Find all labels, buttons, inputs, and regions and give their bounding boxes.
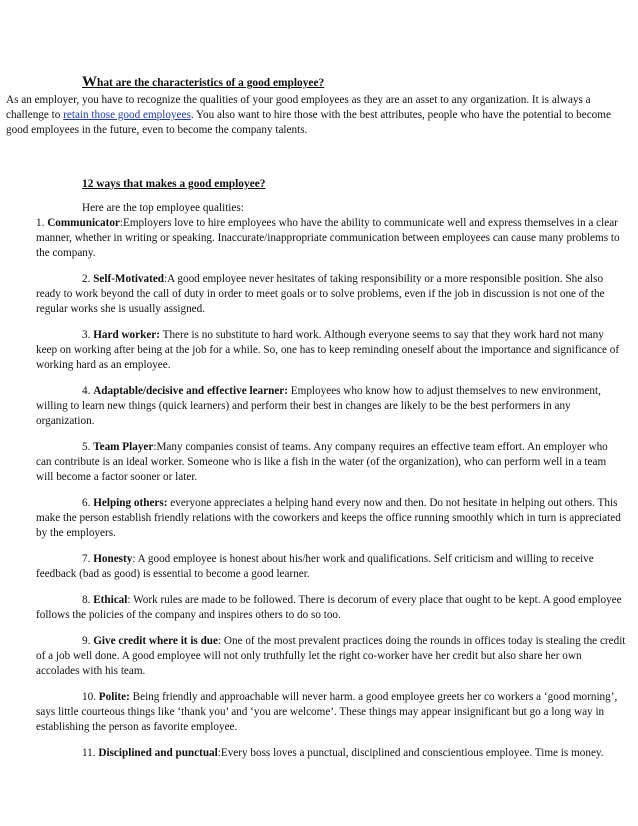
list-item: [36, 552, 626, 582]
item-number: 1.: [36, 217, 45, 229]
intro-paragraph: [6, 93, 624, 138]
item-label: Honesty: [93, 553, 133, 565]
list-item: [36, 746, 626, 761]
item-text: Employers love to hire employees who have the ability to communicate well and express themselves in a clear manner, whether in writing or speaking. Inaccurate/inappropriate communication between employees can cause many problems to the company.: [36, 217, 620, 259]
item-separator: :: [119, 217, 124, 229]
list-item: [36, 496, 626, 541]
item-label: Self-Motivated: [93, 273, 165, 285]
retain-employees-link[interactable]: retain those good employees: [63, 109, 191, 121]
item-separator: :: [132, 553, 136, 565]
item-number: 7.: [82, 553, 91, 565]
list-item: [36, 440, 626, 485]
item-label: Disciplined and punctual: [98, 747, 218, 759]
list-item: [36, 216, 626, 261]
item-separator: :: [164, 273, 168, 285]
item-text: Every boss loves a punctual, disciplined and conscientious employee. Time is money.: [220, 747, 604, 759]
item-number: 6.: [82, 497, 91, 509]
title-rest: hat are the characteristics of a good employee?: [97, 77, 325, 89]
item-label: Team Player: [93, 441, 154, 453]
list-item: [36, 593, 626, 623]
item-text: Employees who know how to adjust themselves to new environment, willing to learn new things (quick learners) and perform their best in changes are likely to be the best performers in any organization.: [36, 385, 601, 427]
item-number: 8.: [82, 594, 91, 606]
item-text: Being friendly and approachable will never harm. a good employee greets her co workers a ‘good morning’, says little courteous things like ‘thank you’ and ‘you are welcome’. These things may appear insignificant but go a long way in establishing the person as favorite employee.: [36, 691, 618, 733]
document-title: [0, 75, 632, 91]
ways-heading: 12 ways that makes a good employee?: [82, 178, 266, 190]
item-text: Work rules are made to be followed. There is decorum of every place that ought to be kept. A good employee follows the policies of the company and inspires others to do so too.: [36, 594, 622, 621]
qualities-list: [36, 216, 626, 772]
title-block: [0, 75, 632, 138]
item-number: 4.: [82, 385, 91, 397]
item-separator: :: [218, 635, 222, 647]
item-separator: :: [217, 747, 221, 759]
intro-text-after: . You also want to hire those with the best attributes, people who have the potential to become good employees in the future, even to become the company talents.: [6, 109, 611, 136]
item-label: Adaptable/decisive and effective learner:: [93, 385, 288, 397]
list-item: [36, 384, 626, 429]
item-number: 3.: [82, 329, 91, 341]
item-label: Ethical: [93, 594, 128, 606]
item-text: A good employee is honest about his/her work and qualifications. Self criticism and willing to receive feedback (bad as good) is essential to become a good learner.: [36, 553, 594, 580]
list-item: [36, 634, 626, 679]
item-label: Polite:: [98, 691, 130, 703]
item-number: 11.: [82, 747, 96, 759]
item-number: 9.: [82, 635, 91, 647]
list-item: [36, 272, 626, 317]
item-label: Communicator: [47, 217, 120, 229]
title-initial: W: [82, 74, 97, 90]
item-number: 2.: [82, 273, 91, 285]
item-number: 5.: [82, 441, 91, 453]
item-text: One of the most prevalent practices doing the rounds in offices today is stealing the credit of a job well done. A good employee will not only truthfully let the right co-worker have her credit but also share her own accolades with his team.: [36, 635, 626, 677]
item-label: Give credit where it is due: [93, 635, 218, 647]
item-text: everyone appreciates a helping hand every now and then. Do not hesitate in helping out others. This make the person establish friendly relations with the coworkers and keeps the office running smoothly which in turn is appreciated by the employers.: [36, 497, 621, 539]
intro-text-before: As an employer, you have to recognize the qualities of your good employees as they are an asset to any organization. It is always a challenge to: [6, 94, 591, 121]
item-text: Many companies consist of teams. Any company requires an effective team effort. An employer who can contribute is an ideal worker. Someone who is like a fish in the water (of the organization), who can perform well in a team will become a factor sooner or later.: [36, 441, 608, 483]
item-separator: :: [153, 441, 157, 453]
qualities-intro: Here are the top employee qualities:: [82, 202, 244, 214]
item-text: A good employee never hesitates of taking responsibility or a more responsible position. She also ready to work beyond the call of duty in order to meet goals or to solve problems, even if the job in discussion is not one of the regular works she is usually assigned.: [36, 273, 605, 315]
item-label: Hard worker:: [93, 329, 160, 341]
item-label: Helping others:: [93, 497, 168, 509]
item-number: 10.: [82, 691, 96, 703]
item-separator: :: [127, 594, 131, 606]
list-item: [36, 328, 626, 373]
list-item: [36, 690, 626, 735]
item-text: There is no substitute to hard work. Although everyone seems to say that they work hard not many keep on working after being at the job for a while. So, one has to keep reminding oneself about the importance and significance of working hard as an employee.: [36, 329, 620, 371]
